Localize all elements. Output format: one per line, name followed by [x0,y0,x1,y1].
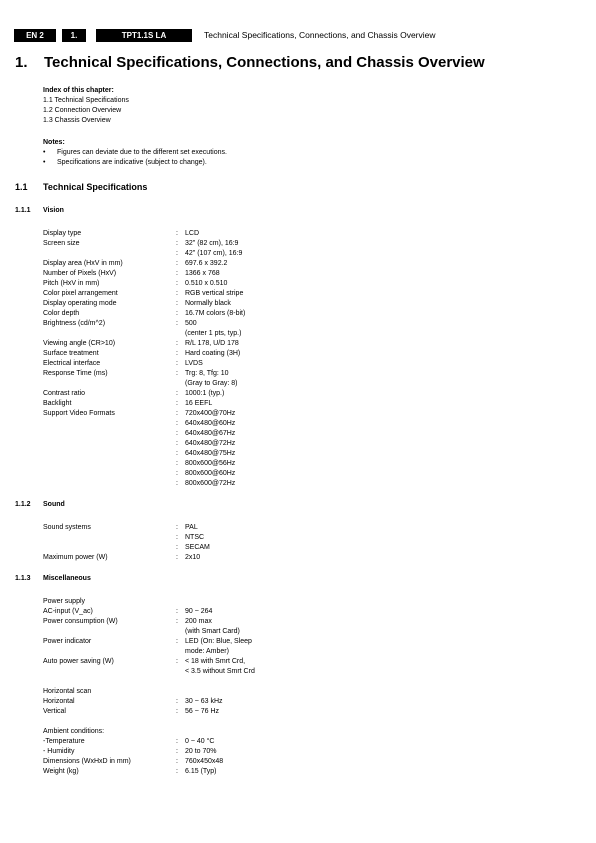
spec-colon: : [176,340,178,347]
spec-label: Ambient conditions: [43,728,105,735]
spec-colon: : [176,430,178,437]
spec-label: Electrical interface [43,360,101,367]
spec-value: Trg: 8, Tfg: 10 [185,370,229,377]
spec-value: Hard coating (3H) [185,350,241,357]
spec-colon: : [176,470,178,477]
header-lang-badge: EN 2 [14,29,56,42]
spec-value: 760x450x48 [185,758,224,765]
spec-value: 640x480@67Hz [185,430,236,437]
note-item: Figures can deviate due to the different set executions. [57,149,227,156]
index-item: 1.2 Connection Overview [43,107,122,114]
spec-label: Color pixel arrangement [43,290,118,297]
spec-label: Contrast ratio [43,390,86,397]
subsection-title: Miscellaneous [43,575,91,582]
spec-colon: : [176,738,178,745]
spec-label: Auto power saving (W) [43,658,114,665]
spec-colon: : [176,300,178,307]
spec-label: Pitch (HxV in mm) [43,280,100,287]
spec-colon: : [176,768,178,775]
spec-label: Display operating mode [43,300,117,307]
spec-colon: : [176,280,178,287]
spec-colon: : [176,290,178,297]
spec-colon: : [176,250,178,257]
spec-value: < 3.5 without Smrt Crd [185,668,255,675]
bullet-icon: • [43,149,46,156]
spec-value: 1366 x 768 [185,270,220,277]
spec-colon: : [176,310,178,317]
spec-colon: : [176,758,178,765]
spec-label: Power indicator [43,638,92,645]
header-title: Technical Specifications, Connections, and Chassis Overview [204,30,436,40]
spec-value: 640x480@75Hz [185,450,236,457]
spec-value: LCD [185,230,200,237]
spec-label: AC-input (V_ac) [43,608,93,615]
chapter-title: Technical Specifications, Connections, and Chassis Overview [44,54,485,71]
spec-colon: : [176,534,178,541]
notes-heading: Notes: [43,139,65,146]
index-heading: Index of this chapter: [43,87,114,94]
chapter-number: 1. [15,54,28,71]
spec-colon: : [176,544,178,551]
spec-label: Vertical [43,708,66,715]
spec-colon: : [176,638,178,645]
spec-colon: : [176,350,178,357]
spec-value: 640x480@72Hz [185,440,236,447]
spec-value: 90 ~ 264 [185,608,213,615]
spec-label: Weight (kg) [43,768,79,775]
spec-label: Power consumption (W) [43,618,118,625]
spec-colon: : [176,370,178,377]
spec-value: 16 EEFL [185,400,213,407]
spec-colon: : [176,450,178,457]
spec-label: -Temperature [43,738,85,745]
spec-colon: : [176,708,178,715]
spec-colon: : [176,554,178,561]
spec-value: 0 ~ 40 °C [185,738,215,745]
spec-value: LED (On: Blue, Sleep [185,638,252,645]
spec-value: 640x480@60Hz [185,420,236,427]
spec-label: Color depth [43,310,80,317]
spec-value: 697.6 x 392.2 [185,260,228,267]
spec-value: < 18 with Smrt Crd, [185,658,246,665]
spec-value: 500 [185,320,197,327]
spec-value: 800x600@72Hz [185,480,236,487]
subsection-number: 1.1.2 [15,501,31,508]
spec-colon: : [176,320,178,327]
spec-label: Horizontal [43,698,75,705]
section-title: Technical Specifications [43,182,148,192]
spec-value: (Gray to Gray: 8) [185,380,238,387]
header-chapter-badge: 1. [62,29,86,42]
spec-colon: : [176,608,178,615]
spec-colon: : [176,524,178,531]
spec-colon: : [176,400,178,407]
spec-value: 6.15 (Typ) [185,768,217,775]
spec-label: Support Video Formats [43,410,115,417]
spec-colon: : [176,420,178,427]
spec-value: R/L 178, U/D 178 [185,340,239,347]
spec-label: Display type [43,230,82,237]
spec-value: SECAM [185,544,210,551]
spec-label: Maximum power (W) [43,554,108,561]
spec-colon: : [176,658,178,665]
spec-value: RGB vertical stripe [185,290,244,297]
index-item: 1.3 Chassis Overview [43,117,111,124]
spec-value: 720x400@70Hz [185,410,236,417]
spec-label: Number of Pixels (HxV) [43,270,117,277]
spec-value: mode: Amber) [185,648,229,655]
spec-label: Response Time (ms) [43,370,108,377]
index-item: 1.1 Technical Specifications [43,97,129,104]
spec-value: 0.510 x 0.510 [185,280,228,287]
spec-label: Brightness (cd/m^2) [43,320,106,327]
spec-label: Power supply [43,598,86,605]
spec-value: 1000:1 (typ.) [185,390,225,397]
spec-value: (center 1 pts, typ.) [185,330,242,337]
bullet-icon: • [43,159,46,166]
spec-label: Viewing angle (CR>10) [43,340,116,347]
spec-label: Display area (HxV in mm) [43,260,123,267]
spec-label: Horizontal scan [43,688,92,695]
header-model-badge: TPT1.1S LA [96,29,192,42]
spec-colon: : [176,270,178,277]
spec-colon: : [176,618,178,625]
spec-value: LVDS [185,360,203,367]
spec-label: Screen size [43,240,80,247]
spec-value: NTSC [185,534,205,541]
spec-colon: : [176,240,178,247]
spec-colon: : [176,360,178,367]
spec-label: Surface treatment [43,350,99,357]
subsection-title: Vision [43,207,64,214]
spec-value: 2x10 [185,554,201,561]
spec-value: 800x600@60Hz [185,470,236,477]
spec-label: Backlight [43,400,72,407]
spec-colon: : [176,390,178,397]
subsection-title: Sound [43,501,65,508]
spec-label: Dimensions (WxHxD in mm) [43,758,131,765]
spec-label: - Humidity [43,748,75,755]
subsection-number: 1.1.3 [15,575,31,582]
section-number: 1.1 [15,182,28,192]
spec-value: 800x600@56Hz [185,460,236,467]
spec-value: (with Smart Card) [185,628,240,635]
spec-label: Sound systems [43,524,91,531]
spec-colon: : [176,748,178,755]
spec-value: 56 ~ 76 Hz [185,708,220,715]
spec-colon: : [176,410,178,417]
spec-colon: : [176,440,178,447]
spec-colon: : [176,480,178,487]
subsection-number: 1.1.1 [15,207,31,214]
note-item: Specifications are indicative (subject to change). [57,159,207,166]
spec-value: 32" (82 cm), 16:9 [185,240,239,247]
spec-value: 200 max [185,618,212,625]
spec-value: 20 to 70% [185,748,217,755]
spec-colon: : [176,698,178,705]
spec-colon: : [176,460,178,467]
spec-value: 30 ~ 63 kHz [185,698,223,705]
spec-colon: : [176,260,178,267]
spec-value: 16.7M colors (8-bit) [185,310,246,317]
spec-value: 42" (107 cm), 16:9 [185,250,243,257]
spec-value: Normally black [185,300,231,307]
spec-value: PAL [185,524,198,531]
spec-colon: : [176,230,178,237]
